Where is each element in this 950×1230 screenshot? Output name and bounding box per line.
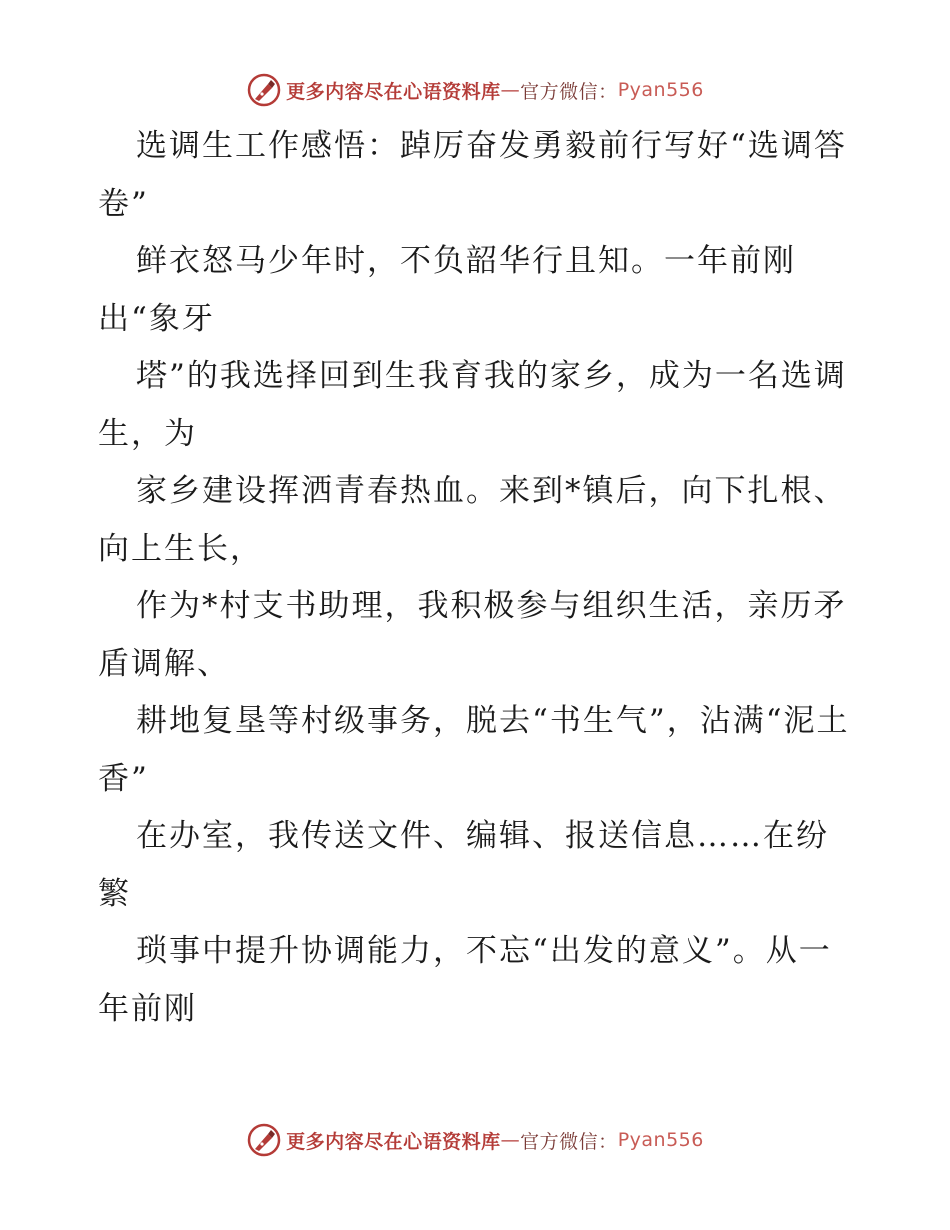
banner-separator: — [500,1129,521,1151]
document-body [98,118,858,1038]
paragraph: 琐事中提升协调能力，不忘“出发的意义”。从一年前刚 [98,933,832,1027]
footer-banner [0,1120,950,1160]
paragraph: 家乡建设挥洒青春热血。来到*镇后，向下扎根、向上生长， [98,473,847,567]
banner-official-label: 官方微信： [520,1130,618,1153]
paragraph: 在办室，我传送文件、编辑、报送信息……在纷繁 [98,818,829,912]
banner-brand-text: 更多内容尽在心语资料库 [286,1130,501,1153]
banner-wechat-id: Pyan556 [617,1129,704,1151]
pen-nib-logo-icon [246,72,282,108]
banner-brand-text: 更多内容尽在心语资料库 [286,80,501,103]
banner-separator: — [500,79,521,101]
paragraph-title: 选调生工作感悟：踔厉奋发勇毅前行写好“选调答卷” [98,128,847,222]
paragraph: 作为*村支书助理，我积极参与组织生活，亲历矛盾调解、 [98,588,847,682]
header-banner [0,70,950,110]
banner-wechat-id: Pyan556 [617,79,704,101]
banner-official-label: 官方微信： [520,80,618,103]
paragraph: 鲜衣怒马少年时，不负韶华行且知。一年前刚出“象牙 [98,243,796,337]
paragraph: 塔”的我选择回到生我育我的家乡，成为一名选调生，为 [98,358,847,452]
paragraph: 耕地复垦等村级事务，脱去“书生气”，沾满“泥土香” [98,703,850,797]
pen-nib-logo-icon [246,1122,282,1158]
